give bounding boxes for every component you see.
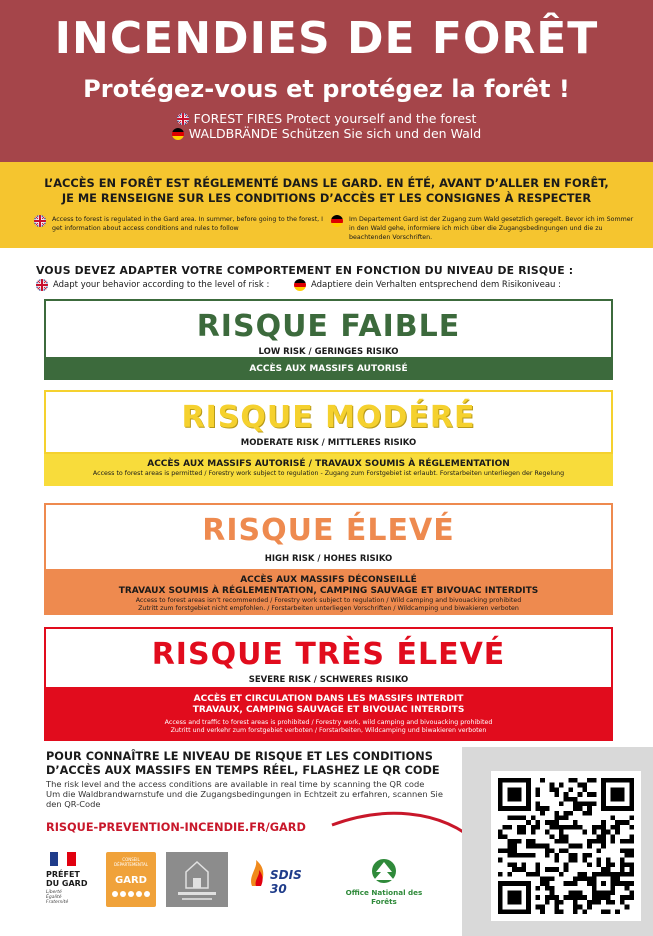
page-title: INCENDIES DE FORÊT <box>54 13 599 64</box>
risk-moderate-box <box>44 390 613 454</box>
english-title-text: FOREST FIRES Protect yourself and the forest <box>193 111 477 126</box>
adapt-english <box>36 279 269 291</box>
notice-german <box>331 215 637 242</box>
risk-severe-box <box>44 627 613 689</box>
risk-severe-subtitle: SEVERE RISK / SCHWERES RISIKO <box>248 675 409 685</box>
risk-severe-band-line-1: ACCÈS ET CIRCULATION DANS LES MASSIFS INTERDIT <box>193 694 464 704</box>
risk-high-band-line-1: ACCÈS AUX MASSIFS DÉCONSEILLÉ <box>240 575 417 585</box>
risk-high-band-small-2: Zutritt zum forstgebiet nicht empfohlen. / Forstarbeiten unterliegen Vorschriften / Wildcamping und biwakieren verboten <box>138 605 519 612</box>
header-banner <box>0 0 653 162</box>
risk-moderate-title: RISQUE MODÉRÉ <box>181 400 476 435</box>
uk-flag-icon <box>177 113 189 125</box>
adapt-german-text: Adaptiere dein Verhalten entsprechend dem Risikoniveau : <box>311 280 561 290</box>
notice-german-text: Im Departement Gard ist der Zugang zum Wald gesetzlich geregelt. Bevor ich im Sommer in den Wald gehe, informiere ich mich über die Zugangsbedingungen und die zu beachtenden Vorschriften. <box>349 216 634 241</box>
risk-low-title: RISQUE FAIBLE <box>196 309 461 344</box>
german-title-line <box>0 126 653 141</box>
risk-moderate-band <box>44 454 613 486</box>
german-flag-icon <box>294 279 306 291</box>
risk-high-subtitle: HIGH RISK / HOHES RISIKO <box>264 554 393 564</box>
tree-icon <box>338 858 430 884</box>
risk-severe-band <box>44 689 613 741</box>
notice-main-text: L’ACCÈS EN FORÊT EST RÉGLEMENTÉ DANS LE GARD. EN ÉTÉ, AVANT D’ALLER EN FORÊT, JE ME RENSEIGNE SUR LES CONDITIONS D’ACCÈS ET LES CONSIGNES À RESPECTER <box>44 176 609 205</box>
risk-severe-band-line-2: TRAVAUX, CAMPING SAUVAGE ET BIVOUAC INTERDITS <box>192 705 465 715</box>
page-subtitle: Protégez-vous et protégez la forêt ! <box>83 75 570 103</box>
risk-high-box <box>44 503 613 571</box>
risk-low-subtitle: LOW RISK / GERINGES RISIKO <box>258 347 399 357</box>
risk-low-band: ACCÈS AUX MASSIFS AUTORISÉ <box>44 359 613 380</box>
qr-info-text: The risk level and the access conditions are available in real time by scanning the QR code Um die Waldbrandwarnstufe und die Zugangsbedingungen in Echtzeit zu erfahren, scannen Sie den QR-Code <box>46 779 443 809</box>
risk-severe-title: RISQUE TRÈS ÉLEVÉ <box>151 637 506 672</box>
risk-moderate-band-line: ACCÈS AUX MASSIFS AUTORISÉ / TRAVAUX SOUMIS À RÉGLEMENTATION <box>147 459 510 469</box>
website-link[interactable]: RISQUE-PREVENTION-INCENDIE.FR/GARD <box>46 821 306 834</box>
entente-logo <box>166 852 228 907</box>
german-title-text: WALDBRÄNDE Schützen Sie sich und den Wald <box>188 126 482 141</box>
risk-high-title: RISQUE ÉLEVÉ <box>202 513 455 548</box>
gard-department-logo: CONSEIL DÉPARTEMENTAL GARD <box>106 852 156 907</box>
german-flag-icon <box>172 128 184 140</box>
risk-moderate-band-small: Access to forest areas is permitted / Forestry work subject to regulation - Zugang zum Forstgebiet ist erlaubt. Forstarbeiten unterliegen der Regelung <box>92 470 565 477</box>
qr-code-icon[interactable] <box>498 778 634 914</box>
gard-pattern-icon <box>111 890 151 902</box>
marianne-icon <box>50 852 76 866</box>
building-icon <box>166 852 228 907</box>
onf-logo: Office National des Forêts <box>338 858 430 900</box>
risk-low-box <box>44 299 613 359</box>
access-notice <box>0 162 653 248</box>
risk-high-band-line-2: TRAVAUX SOUMIS À RÉGLEMENTATION, CAMPING SAUVAGE ET BIVOUAC INTERDITS <box>118 586 539 596</box>
adapt-english-text: Adapt your behavior according to the level of risk : <box>53 280 270 290</box>
risk-severe-band-small-2: Zutritt und verkehr zum forstgebiet verboten / Forstarbeiten, Wildcamping und biwakieren verboten <box>170 727 487 734</box>
risk-moderate-subtitle: MODERATE RISK / MITTLERES RISIKO <box>240 438 417 448</box>
notice-english <box>34 215 324 233</box>
adapt-behavior-heading: VOUS DEVEZ ADAPTER VOTRE COMPORTEMENT EN FONCTION DU NIVEAU DE RISQUE : <box>36 264 574 277</box>
uk-flag-icon <box>34 215 46 227</box>
german-flag-icon <box>331 215 343 227</box>
english-title-line <box>0 111 653 126</box>
adapt-german <box>294 279 561 291</box>
risk-high-band-small-1: Access to forest areas isn’t recommended / Forestry work subject to regulation / Wild camping and bivouacking prohibited <box>135 597 522 604</box>
risk-high-band <box>44 571 613 615</box>
prefet-du-gard-logo: PRÉFET DU GARD Liberté Égalité Fraternité <box>46 852 96 912</box>
risk-severe-band-small-1: Access and traffic to forest areas is prohibited / Forestry work, wild camping and bivouacking prohibited <box>164 719 493 726</box>
uk-flag-icon <box>36 279 48 291</box>
sdis30-logo: SDIS 30 <box>244 858 322 898</box>
notice-english-text: Access to forest is regulated in the Gard area. In summer, before going to the forest, I get information about access conditions and rules to follow <box>52 216 324 232</box>
qr-heading: POUR CONNAÎTRE LE NIVEAU DE RISQUE ET LES CONDITIONS D’ACCÈS AUX MASSIFS EN TEMPS RÉEL, FLASHEZ LE QR CODE <box>46 750 440 777</box>
